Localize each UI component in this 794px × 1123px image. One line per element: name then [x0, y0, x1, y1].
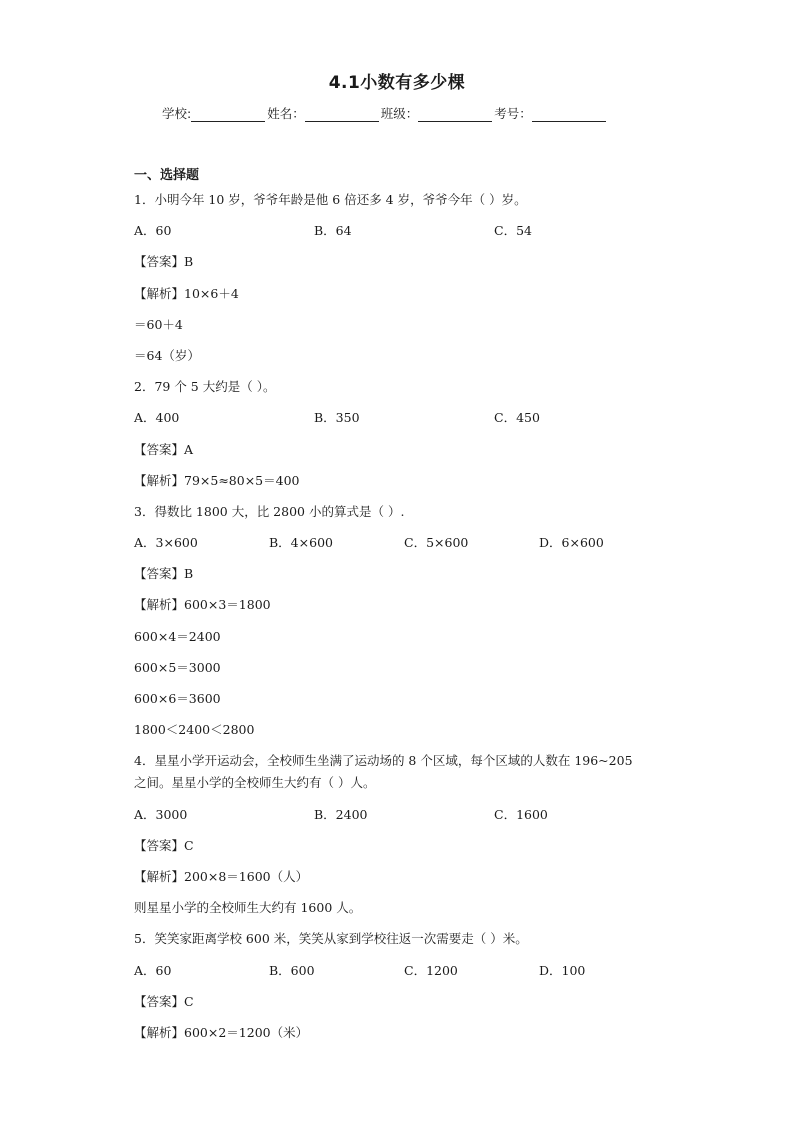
question-4-options — [134, 805, 674, 836]
option-b: B．600 — [269, 962, 315, 978]
option-a: A．60 — [134, 223, 172, 239]
question-5-options — [134, 961, 674, 992]
question-2-answer: 【答案】A — [134, 441, 194, 457]
question-2-analysis: 【解析】79×5≈80×5＝400 — [134, 472, 300, 488]
questions-content — [134, 166, 674, 1054]
question-3-options — [134, 533, 674, 564]
question-3-analysis: 600×4＝2400 — [134, 628, 221, 644]
question-1-analysis: 【解析】10×6＋4 — [134, 285, 239, 301]
option-a: A．60 — [134, 962, 172, 978]
option-c: C．1200 — [404, 962, 458, 978]
class-label: 班级： — [380, 106, 419, 121]
question-3-analysis: 【解析】600×3＝1800 — [134, 597, 271, 613]
question-3-answer: 【答案】B — [134, 566, 194, 582]
section-heading: 一、选择题 — [134, 168, 200, 183]
question-4-stem: 之间。星星小学的全校师生大约有（ ）人。 — [134, 775, 376, 791]
number-blank — [532, 107, 606, 122]
question-4-analysis: 【解析】200×8＝1600（人） — [134, 868, 309, 884]
option-a: A．400 — [134, 410, 180, 426]
option-b: B．4×600 — [269, 535, 333, 551]
question-1-analysis: ＝60＋4 — [134, 316, 183, 332]
question-4-answer: 【答案】C — [134, 837, 194, 853]
question-1-analysis: ＝64（岁） — [134, 347, 200, 363]
option-b: B．64 — [314, 223, 352, 239]
student-info-line — [162, 104, 608, 122]
number-label: 考号： — [494, 106, 532, 121]
school-label: 学校: — [162, 106, 192, 121]
question-5-analysis: 【解析】600×2＝1200（米） — [134, 1024, 309, 1040]
question-5-stem: 5．笑笑家距离学校 600 米，笑笑从家到学校往返一次需要走（ ）米。 — [134, 931, 528, 947]
question-3-analysis: 1800＜2400＜2800 — [134, 722, 255, 738]
option-b: B．2400 — [314, 806, 368, 822]
school-blank — [191, 107, 265, 122]
question-1-answer: 【答案】B — [134, 254, 194, 270]
option-d: D．100 — [539, 962, 586, 978]
option-c: C．1600 — [494, 806, 548, 822]
question-4-analysis: 则星星小学的全校师生大约有 1600 人。 — [134, 900, 362, 916]
question-1-stem: 1．小明今年 10 岁，爷爷年龄是他 6 倍还多 4 岁，爷爷今年（ ）岁。 — [134, 192, 527, 207]
option-c: C．54 — [494, 223, 532, 239]
option-c: C．450 — [494, 410, 540, 426]
class-blank — [418, 107, 492, 122]
question-3-analysis: 600×6＝3600 — [134, 691, 221, 706]
question-2-stem: 2．79 个 5 大约是（ ）。 — [134, 379, 276, 395]
question-2-options — [134, 408, 674, 439]
option-d: D．6×600 — [539, 535, 604, 551]
question-4-stem: 4．星星小学开运动会，全校师生坐满了运动场的 8 个区域，每个区域的人数在 196~205 — [134, 753, 633, 769]
name-blank — [305, 107, 379, 122]
question-5-answer: 【答案】C — [134, 993, 194, 1009]
option-b: B．350 — [314, 410, 360, 426]
option-a: A．3×600 — [134, 535, 198, 551]
question-3-analysis: 600×5＝3000 — [134, 659, 221, 675]
page-title: 4.1小数有多少棵 — [328, 73, 466, 93]
question-1-options — [134, 221, 674, 252]
option-c: C．5×600 — [404, 535, 469, 551]
question-3-stem: 3．得数比 1800 大，比 2800 小的算式是（ ）. — [134, 503, 405, 519]
name-label: 姓名： — [267, 106, 305, 121]
option-a: A．3000 — [134, 806, 188, 822]
